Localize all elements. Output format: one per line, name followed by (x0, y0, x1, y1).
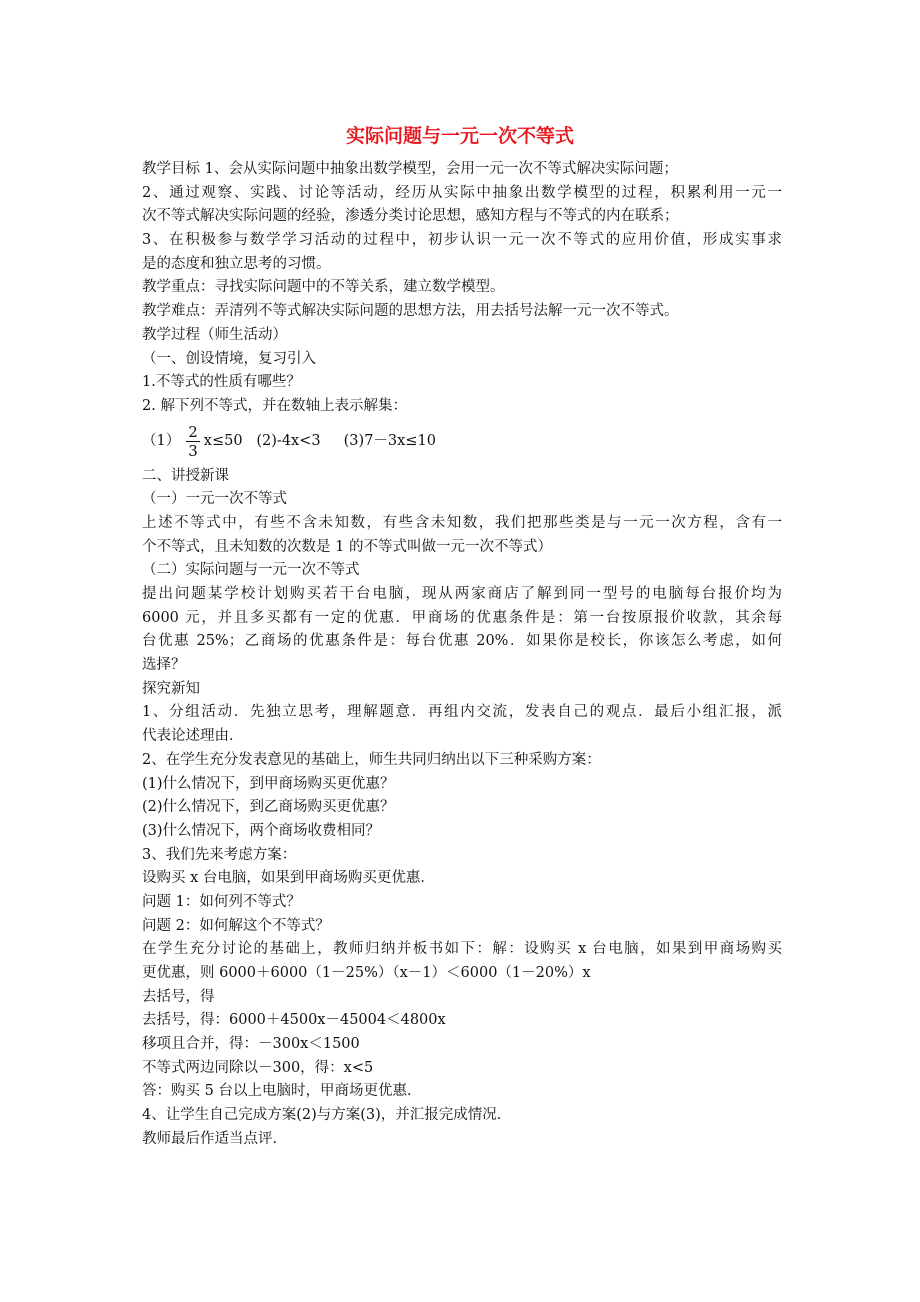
text-line: 1、分组活动．先独立思考，理解题意．再组内交流，发表自己的观点．最后小组汇报，派 (142, 704, 782, 721)
text-line: 移项且合并，得：－300x＜1500 (142, 1036, 360, 1053)
text-line: 在学生充分讨论的基础上，教师归纳并板书如下：解：设购买 x 台电脑，如果到甲商场购买 (142, 941, 782, 958)
document-body (142, 158, 782, 1152)
text-line: (3)什么情况下，两个商场收费相同？ (142, 822, 381, 839)
text-line: 是的态度和独立思考的习惯。 (142, 255, 331, 272)
text-line: 探究新知 (142, 680, 200, 697)
fraction-two-thirds (186, 423, 200, 460)
fraction-denominator: 3 (188, 442, 198, 461)
document-title: 实际问题与一元一次不等式 (345, 125, 574, 147)
text-line: 4、让学生自己完成方案(2)与方案(3)，并汇报完成情况． (142, 1107, 512, 1124)
text-line: 不等式两边同除以－300，得：x<5 (142, 1059, 374, 1076)
text-line: 3、在积极参与数学学习活动的过程中，初步认识一元一次不等式的应用价值，形成实事求 (142, 232, 782, 249)
text-line: （一、创设情境，复习引入 (142, 350, 316, 367)
text-line: 答：购买 5 台以上电脑时，甲商场更优惠． (142, 1083, 422, 1100)
inequality-exercises (142, 419, 782, 465)
exercise-prefix: （1） (142, 432, 181, 449)
text-line: （一）一元一次不等式 (142, 491, 287, 508)
fraction-numerator: 2 (188, 423, 198, 442)
text-line: 代表论述理由． (142, 728, 244, 745)
text-line: (1)什么情况下，到甲商场购买更优惠？ (142, 775, 395, 792)
text-line: 1.不等式的性质有哪些？ (142, 374, 301, 391)
text-line: 更优惠，则 6000＋6000（1－25%）（x－1）＜6000（1－20%）x (142, 965, 591, 981)
exercise-rest: x≤50 (2)-4x<3 (3)7－3x≤10 (203, 432, 436, 449)
text-line: 设购买 x 台电脑，如果到甲商场购买更优惠． (142, 870, 435, 887)
text-line: 6000 元，并且多买都有一定的优惠．甲商场的优惠条件是：第一台按原报价收款，其余每 (142, 609, 782, 626)
objectives-block (142, 158, 782, 419)
text-line: 教师最后作适当点评． (142, 1130, 287, 1147)
text-line: 2、在学生充分发表意见的基础上，师生共同归纳出以下三种采购方案： (142, 751, 601, 768)
text-line: 次不等式解决实际问题的经验，渗透分类讨论思想，感知方程与不等式的内在联系； (142, 208, 679, 225)
text-line: 问题 2：如何解这个不等式？ (142, 917, 330, 934)
text-line: 教学目标 1、会从实际问题中抽象出数学模型，会用一元一次不等式解决实际问题； (142, 161, 678, 177)
text-line: 去括号，得：6000＋4500x－45004＜4800x (142, 1012, 446, 1029)
text-line: 选择？ (142, 657, 186, 674)
text-line: (2)什么情况下，到乙商场购买更优惠？ (142, 799, 395, 816)
text-line: （二）实际问题与一元一次不等式 (142, 562, 360, 579)
text-line: 教学过程（师生活动） (142, 326, 287, 343)
text-line: 上述不等式中，有些不含未知数，有些含未知数，我们把那些类是与一元一次方程，含有一 (142, 514, 782, 531)
text-line: 二、讲授新课 (142, 467, 229, 484)
text-line: 教学难点：弄清列不等式解决实际问题的思想方法，用去括号法解一元一次不等式。 (142, 303, 679, 320)
text-line: 2. 解下列不等式，并在数轴上表示解集： (142, 397, 407, 414)
text-line: 问题 1：如何列不等式？ (142, 893, 301, 910)
text-line: 去括号，得 (142, 988, 215, 1005)
text-line: 台优惠 25%；乙商场的优惠条件是：每台优惠 20%．如果你是校长，你该怎么考虑，如何 (142, 633, 782, 650)
lesson-block (142, 465, 782, 1152)
text-line: 提出问题某学校计划购买若干台电脑，现从两家商店了解到同一型号的电脑每台报价均为 (142, 586, 782, 602)
text-line: 3、我们先来考虑方案： (142, 846, 297, 863)
text-line: 教学重点：寻找实际问题中的不等关系，建立数学模型。 (142, 279, 505, 296)
text-line: 2、通过观察、实践、讨论等活动，经历从实际中抽象出数学模型的过程，积累利用一元一 (142, 184, 782, 201)
text-line: 个不等式，且未知数的次数是 1 的不等式叫做一元一次不等式） (142, 538, 552, 555)
